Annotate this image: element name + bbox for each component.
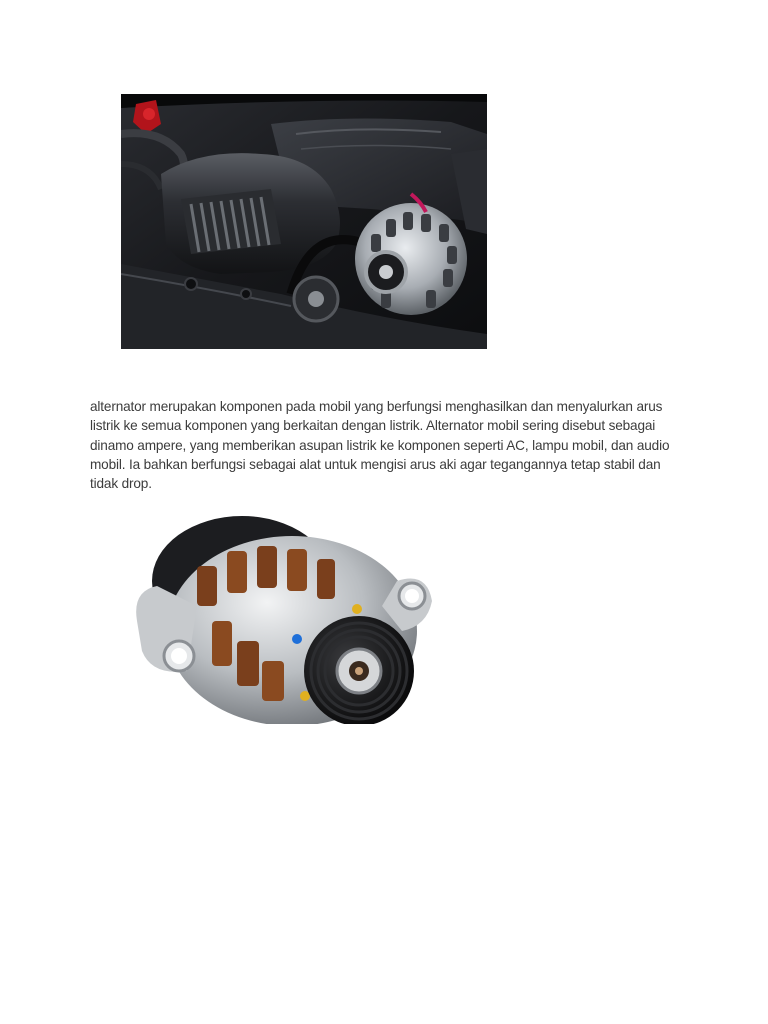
engine-bay-photo — [121, 94, 487, 349]
body-paragraph: alternator merupakan komponen pada mobil yang berfungsi menghasilkan dan menyalurkan arus listrik ke semua komponen yang berkaitan dengan listrik. Alternator mobil sering disebut sebagai dinamo ampere, yang memberikan asupan listrik ke komponen seperti AC, lampu mobil, dan audio mobil. Ia bahkan berfungsi sebagai alat untuk mengisi arus aki agar tegangannya tetap stabil dan tidak drop. — [90, 399, 670, 492]
alternator-photo — [127, 511, 433, 724]
